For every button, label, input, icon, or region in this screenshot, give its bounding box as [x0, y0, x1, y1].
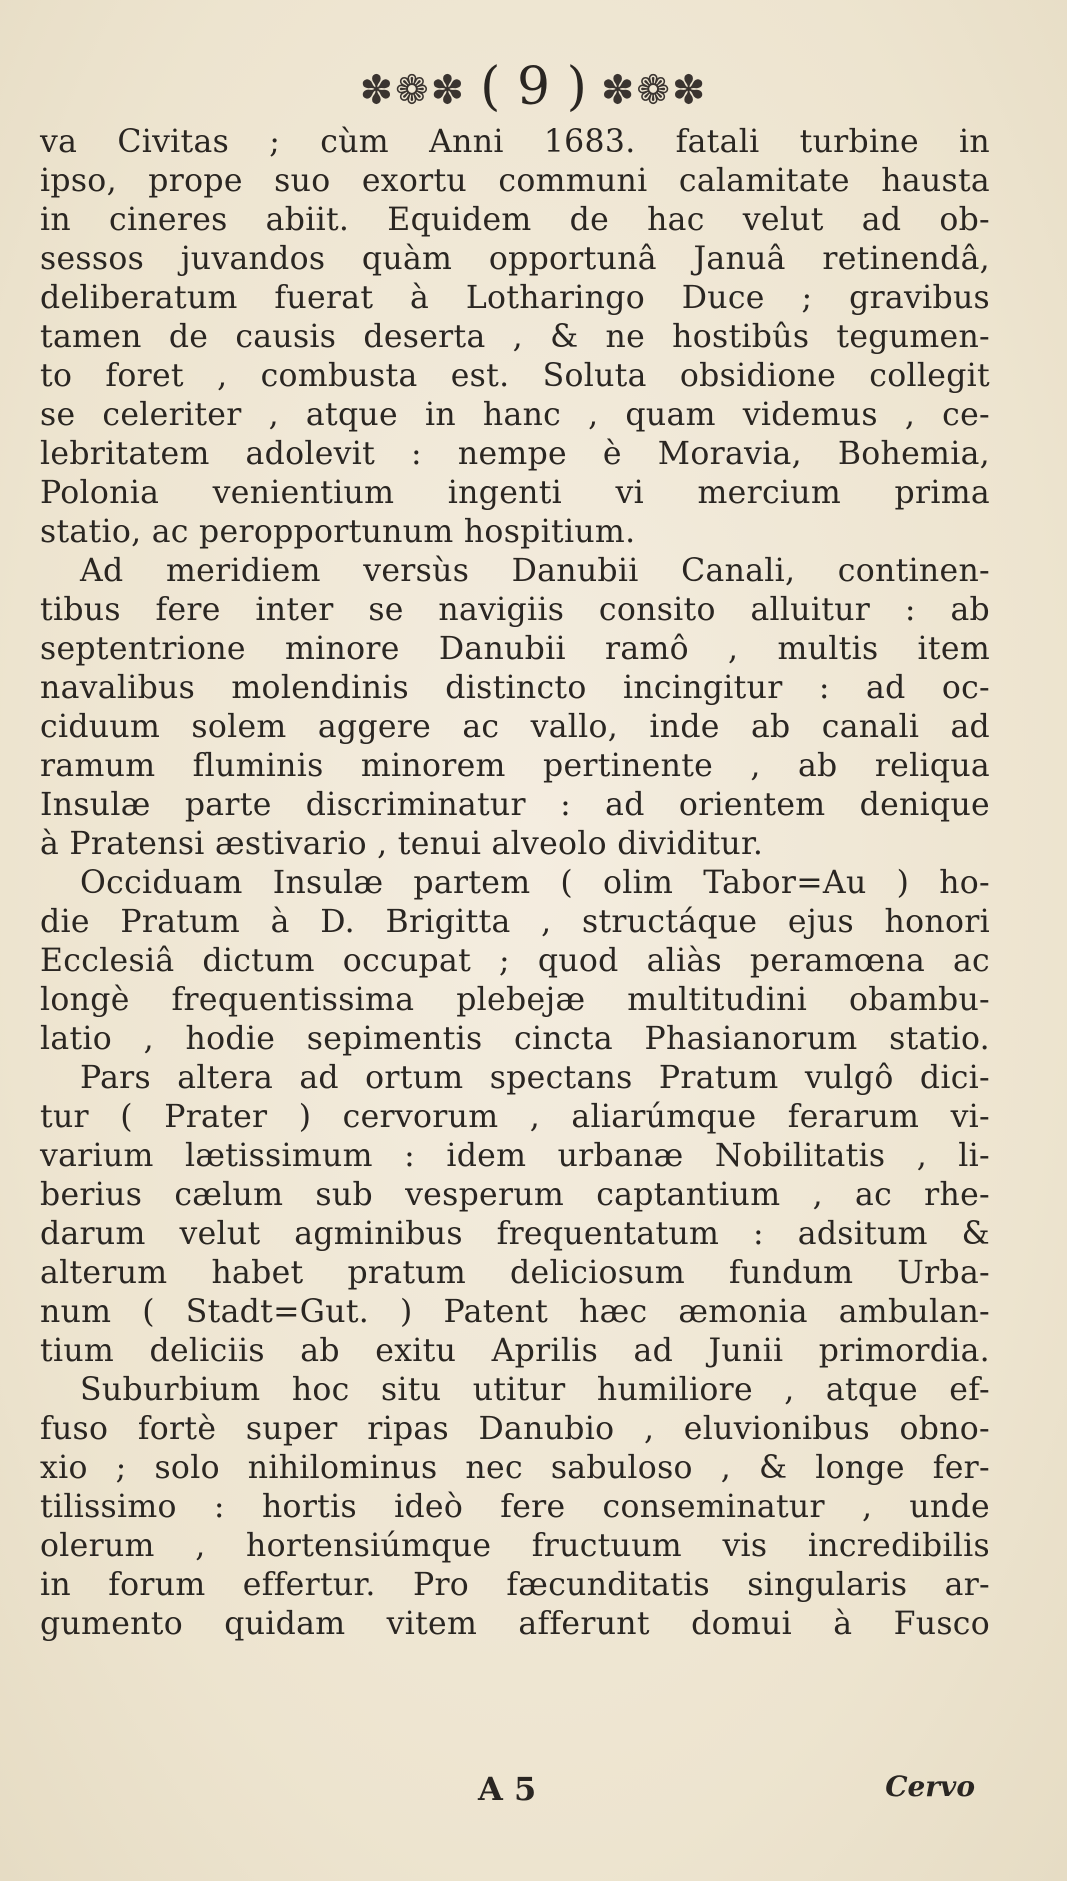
ornament-right-icon: ✽❁✽ [600, 67, 708, 114]
text-line: ipso, prope suo exortu communi calamitate hausta [40, 163, 990, 199]
ornament-left-icon: ✽❁✽ [359, 67, 467, 114]
text-line: Ecclesiâ dictum occupat ; quod aliàs peramœna ac [40, 943, 990, 979]
text-line: septentrione minore Danubii ramô , multis item [40, 631, 990, 667]
text-line: Ad meridiem versùs Danubii Canali, continen- [80, 553, 990, 589]
text-line: Pars altera ad ortum spectans Pratum vulgô dici- [80, 1060, 990, 1096]
signature-mark: A 5 [478, 1770, 537, 1808]
text-line: die Pratum à D. Brigitta , structáque ejus honori [40, 904, 990, 940]
catchword: Cervo [885, 1770, 975, 1803]
text-line: tamen de causis deserta , & ne hostibûs tegumen- [40, 319, 990, 355]
text-line: lebritatem adolevit : nempe è Moravia, Bohemia, [40, 436, 990, 472]
text-line: Polonia venientium ingenti vi mercium prima [40, 475, 990, 511]
text-line: in cineres abiit. Equidem de hac velut ad ob- [40, 202, 990, 238]
text-line: Suburbium hoc situ utitur humiliore , atque ef- [80, 1372, 990, 1408]
text-line: va Civitas ; cùm Anni 1683. fatali turbine in [40, 124, 990, 160]
text-line: à Pratensi æstivario , tenui alveolo dividitur. [40, 826, 764, 862]
text-line: tium deliciis ab exitu Aprilis ad Junii primordia. [40, 1333, 990, 1369]
text-line: longè frequentissima plebejæ multitudini obambu- [40, 982, 990, 1018]
page-number: ( 9 ) [480, 57, 587, 117]
text-line: Insulæ parte discriminatur : ad orientem denique [40, 787, 990, 823]
text-line: xio ; solo nihilominus nec sabuloso , & longe fer- [40, 1450, 990, 1486]
text-line: tibus fere inter se navigiis consito alluitur : ab [40, 592, 990, 628]
text-line: fuso fortè super ripas Danubio , eluvionibus obno- [40, 1411, 990, 1447]
text-line: num ( Stadt=Gut. ) Patent hæc æmonia ambulan- [40, 1294, 990, 1330]
text-line: navalibus molendinis distincto incingitur : ad oc- [40, 670, 990, 706]
page-footer [0, 1770, 1067, 1820]
text-line: darum velut agminibus frequentatum : adsitum & [40, 1216, 990, 1252]
text-line: berius cælum sub vesperum captantium , ac rhe- [40, 1177, 990, 1213]
text-line: ciduum solem aggere ac vallo, inde ab canali ad [40, 709, 990, 745]
text-line: ramum fluminis minorem pertinente , ab reliqua [40, 748, 990, 784]
text-line: gumento quidam vitem afferunt domui à Fusco [40, 1606, 990, 1642]
text-line: in forum effertur. Pro fæcunditatis singularis ar- [40, 1567, 990, 1603]
text-line: latio , hodie sepimentis cincta Phasianorum statio. [40, 1021, 990, 1057]
text-line: deliberatum fuerat à Lotharingo Duce ; gravibus [40, 280, 990, 316]
text-line: alterum habet pratum deliciosum fundum Urba- [40, 1255, 990, 1291]
text-line: olerum , hortensiúmque fructuum vis incredibilis [40, 1528, 990, 1564]
text-line: Occiduam Insulæ partem ( olim Tabor=Au ) ho- [80, 865, 990, 901]
page-header [0, 52, 1067, 126]
text-line: tur ( Prater ) cervorum , aliarúmque ferarum vi- [40, 1099, 990, 1135]
text-line: varium lætissimum : idem urbanæ Nobilitatis , li- [40, 1138, 990, 1174]
text-line: tilissimo : hortis ideò fere conseminatur , unde [40, 1489, 990, 1525]
text-line: se celeriter , atque in hanc , quam videmus , ce- [40, 397, 990, 433]
body-text [40, 123, 990, 1644]
text-line: statio, ac peropportunum hospitium. [40, 514, 636, 550]
text-line: sessos juvandos quàm opportunâ Januâ retinendâ, [40, 241, 990, 277]
text-line: to foret , combusta est. Soluta obsidione collegit [40, 358, 990, 394]
